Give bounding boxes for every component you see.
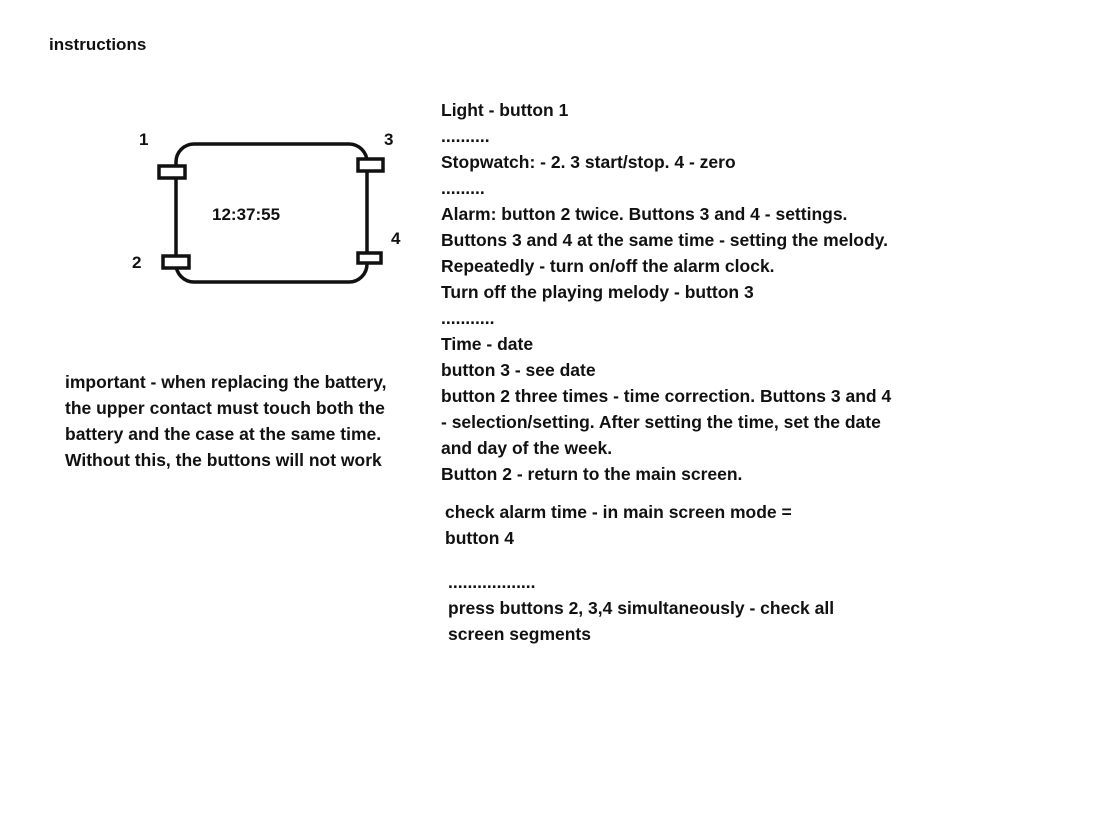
instruction-line: Button 2 - return to the main screen. <box>441 464 743 484</box>
instruction-line: ........... <box>441 308 495 328</box>
button-label-1: 1 <box>139 130 149 149</box>
segment-test-instructions <box>448 569 834 647</box>
instruction-line: button 3 - see date <box>441 360 596 380</box>
instruction-line: button 4 <box>445 528 515 548</box>
battery-note <box>65 369 387 473</box>
page-title: instructions <box>49 35 147 54</box>
instruction-line: Alarm: button 2 twice. Buttons 3 and 4 - settings. <box>441 204 848 224</box>
instruction-line: and day of the week. <box>441 438 613 458</box>
instruction-line: press buttons 2, 3,4 simultaneously - check all <box>448 598 835 618</box>
button-2 <box>163 256 189 268</box>
instruction-line: Light - button 1 <box>441 100 569 120</box>
instruction-line: .................. <box>448 572 536 592</box>
check-alarm-instructions <box>445 499 792 551</box>
note-line: battery and the case at the same time. <box>65 424 382 444</box>
instruction-line: screen segments <box>448 624 591 644</box>
button-label-4: 4 <box>391 229 401 248</box>
watch-display-time: 12:37:55 <box>212 205 281 224</box>
instruction-line: Turn off the playing melody - button 3 <box>441 282 754 302</box>
button-label-3: 3 <box>384 130 394 149</box>
instruction-line: - selection/setting. After setting the time, set the date <box>441 412 881 432</box>
note-line: Without this, the buttons will not work <box>65 450 382 470</box>
instruction-line: button 2 three times - time correction. Buttons 3 and 4 <box>441 386 892 406</box>
button-4 <box>358 253 381 263</box>
button-1 <box>159 166 185 178</box>
instruction-line: Buttons 3 and 4 at the same time - setting the melody. <box>441 230 888 250</box>
instruction-line: Stopwatch: - 2. 3 start/stop. 4 - zero <box>441 152 736 172</box>
instruction-line: ......... <box>441 178 485 198</box>
button-instructions <box>441 97 891 487</box>
instruction-line: check alarm time - in main screen mode = <box>445 502 792 522</box>
instruction-line: Time - date <box>441 334 534 354</box>
button-3 <box>358 159 383 171</box>
button-label-2: 2 <box>132 253 142 272</box>
instruction-line: .......... <box>441 126 490 146</box>
note-line: the upper contact must touch both the <box>65 398 385 418</box>
note-line: important - when replacing the battery, <box>65 372 387 392</box>
instruction-line: Repeatedly - turn on/off the alarm clock. <box>441 256 775 276</box>
